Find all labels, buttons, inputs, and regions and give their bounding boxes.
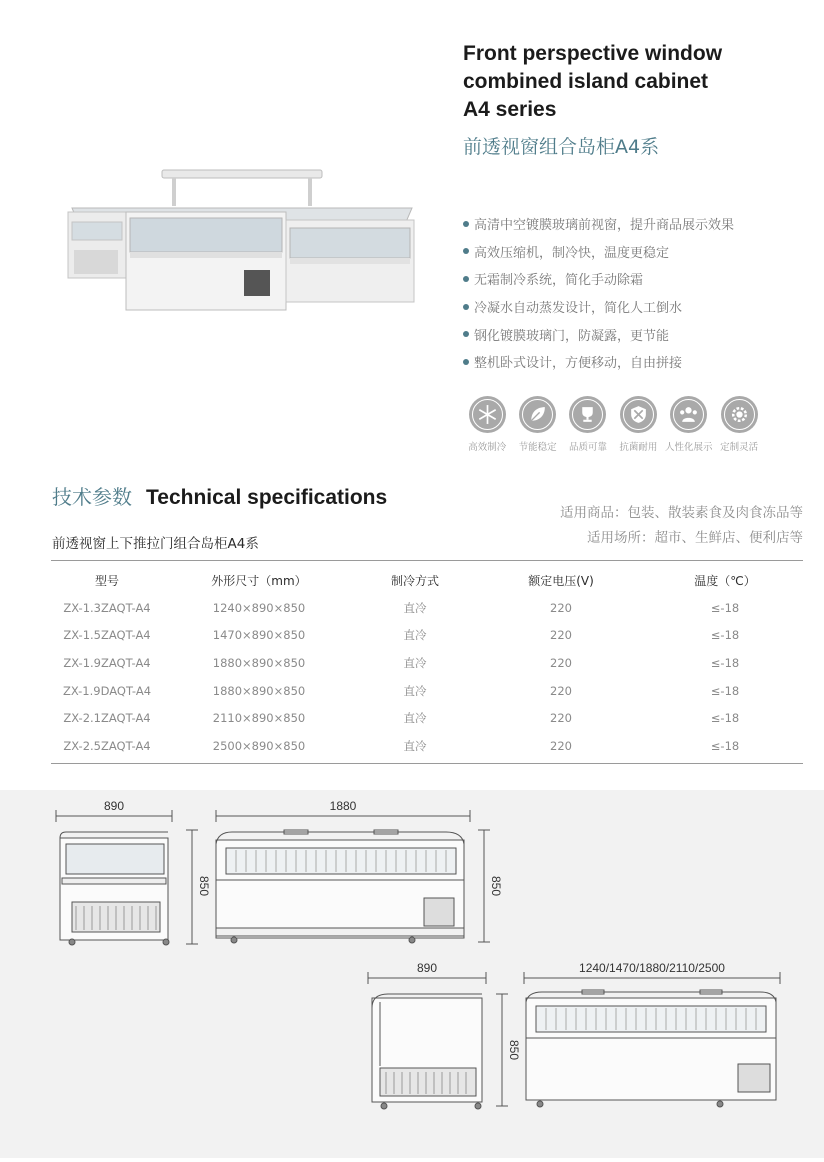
table-header-row — [51, 567, 803, 594]
feature-item — [463, 210, 734, 238]
table-row — [51, 649, 803, 677]
table-row — [51, 622, 803, 650]
table-cell: 220 — [550, 655, 572, 670]
table-cell: 220 — [550, 600, 572, 615]
table-cell: 220 — [550, 683, 572, 698]
dimension-label: 1240/1470/1880/2110/2500 — [579, 961, 725, 975]
feature-badge-label: 高效制冷 — [468, 442, 507, 453]
applicable-info — [560, 501, 803, 551]
table-cell: ZX-2.1ZAQT-A4 — [63, 711, 151, 726]
feature-item — [463, 265, 734, 293]
table-title: 前透视窗上下推拉门组合岛柜A4系 — [52, 536, 259, 552]
table-cell: 直冷 — [403, 655, 427, 670]
feature-text: 钢化镀膜玻璃门，防凝露，更节能 — [474, 328, 670, 344]
feature-text: 整机卧式设计，方便移动，自由拼接 — [474, 356, 683, 372]
people-icon — [670, 396, 707, 433]
feature-text: 无霜制冷系统，简化手动除霜 — [474, 273, 644, 289]
bullet-icon — [463, 221, 469, 227]
table-cell: ≤-18 — [710, 628, 740, 643]
bullet-icon — [463, 248, 469, 254]
feature-icon-row — [462, 396, 764, 453]
column-header: 温度（℃） — [694, 574, 756, 588]
dimension-label: 850 — [489, 875, 503, 897]
spec-heading-en: Technical specifications — [146, 486, 388, 509]
table-cell: 直冷 — [403, 683, 427, 698]
table-cell: ZX-2.5ZAQT-A4 — [63, 738, 151, 753]
table-cell: 直冷 — [403, 738, 427, 753]
feature-badge-label: 品质可靠 — [568, 442, 607, 453]
table-cell: 直冷 — [403, 711, 427, 726]
table-cell: 直冷 — [403, 600, 427, 615]
table-cell: 1240×890×850 — [212, 600, 306, 615]
dimension-label: 890 — [416, 961, 438, 975]
feature-badge-label: 抗菌耐用 — [619, 442, 658, 453]
column-header: 外形尺寸（mm） — [211, 574, 307, 588]
table-cell: ZX-1.9ZAQT-A4 — [63, 655, 151, 670]
trophy-icon — [569, 396, 606, 433]
feature-text: 冷凝水自动蒸发设计，简化人工倒水 — [474, 301, 683, 317]
table-cell: ≤-18 — [710, 655, 740, 670]
feature-badge — [714, 396, 764, 453]
table-row — [51, 594, 803, 622]
divider — [51, 763, 803, 764]
column-header: 额定电压(V) — [528, 574, 594, 588]
applicable-goods: 适用商品：包装、散装素食及肉食冻品等 — [560, 505, 803, 521]
table-row — [51, 732, 803, 760]
leaf-icon — [519, 396, 556, 433]
table-cell: 220 — [550, 738, 572, 753]
title-en-line: A4 series — [463, 98, 557, 121]
dimension-label: 890 — [103, 799, 125, 813]
feature-item — [463, 238, 734, 266]
feature-badge-label: 节能稳定 — [518, 442, 557, 453]
feature-badge-label: 定制灵活 — [720, 442, 759, 453]
feature-badge — [563, 396, 613, 453]
bullet-icon — [463, 276, 469, 282]
applicable-places: 适用场所：超市、生鲜店、便利店等 — [587, 530, 803, 546]
table-cell: ZX-1.9DAQT-A4 — [62, 683, 152, 698]
snowflake-icon — [469, 396, 506, 433]
column-header: 型号 — [94, 574, 119, 588]
table-cell: ZX-1.3ZAQT-A4 — [63, 600, 151, 615]
bullet-icon — [463, 359, 469, 365]
product-photo — [62, 160, 422, 320]
table-cell: ≤-18 — [710, 738, 740, 753]
table-cell: 220 — [550, 711, 572, 726]
table-cell: 1880×890×850 — [212, 655, 306, 670]
table-cell: ZX-1.5ZAQT-A4 — [63, 628, 151, 643]
feature-badge — [664, 396, 714, 453]
product-title-en — [463, 40, 803, 124]
dimension-label: 850 — [507, 1039, 521, 1061]
dimension-label: 1880 — [329, 799, 357, 813]
table-row — [51, 677, 803, 705]
table-cell: ≤-18 — [710, 711, 740, 726]
feature-item — [463, 348, 734, 376]
table-cell: 2500×890×850 — [212, 738, 306, 753]
column-header: 制冷方式 — [390, 574, 439, 588]
table-cell: 2110×890×850 — [212, 711, 306, 726]
feature-list — [463, 210, 734, 376]
gear-icon — [721, 396, 758, 433]
spec-heading — [52, 481, 387, 510]
drawings-canvas — [0, 790, 824, 1158]
shield-icon — [620, 396, 657, 433]
table-cell: ≤-18 — [710, 683, 740, 698]
spec-table — [51, 567, 803, 760]
feature-badge-label: 人性化展示 — [665, 442, 713, 453]
feature-item — [463, 293, 734, 321]
table-cell: ≤-18 — [710, 600, 740, 615]
feature-badge — [462, 396, 512, 453]
table-row — [51, 704, 803, 732]
table-cell: 1470×890×850 — [212, 628, 306, 643]
feature-item — [463, 320, 734, 348]
dimension-label: 850 — [197, 875, 211, 897]
feature-text: 高效压缩机，制冷快，温度更稳定 — [474, 245, 670, 261]
bullet-icon — [463, 331, 469, 337]
feature-badge — [512, 396, 562, 453]
table-cell: 1880×890×850 — [212, 683, 306, 698]
bullet-icon — [463, 304, 469, 310]
product-title-zh: 前透视窗组合岛柜A4系 — [463, 136, 660, 158]
table-cell: 直冷 — [403, 628, 427, 643]
title-en-line: Front perspective window — [463, 42, 723, 65]
table-cell: 220 — [550, 628, 572, 643]
spec-heading-zh: 技术参数 — [52, 485, 132, 509]
dimension-drawings — [0, 790, 824, 1158]
feature-text: 高清中空镀膜玻璃前视窗，提升商品展示效果 — [474, 218, 735, 234]
divider — [51, 560, 803, 561]
feature-badge — [613, 396, 663, 453]
title-en-line: combined island cabinet — [463, 70, 709, 93]
